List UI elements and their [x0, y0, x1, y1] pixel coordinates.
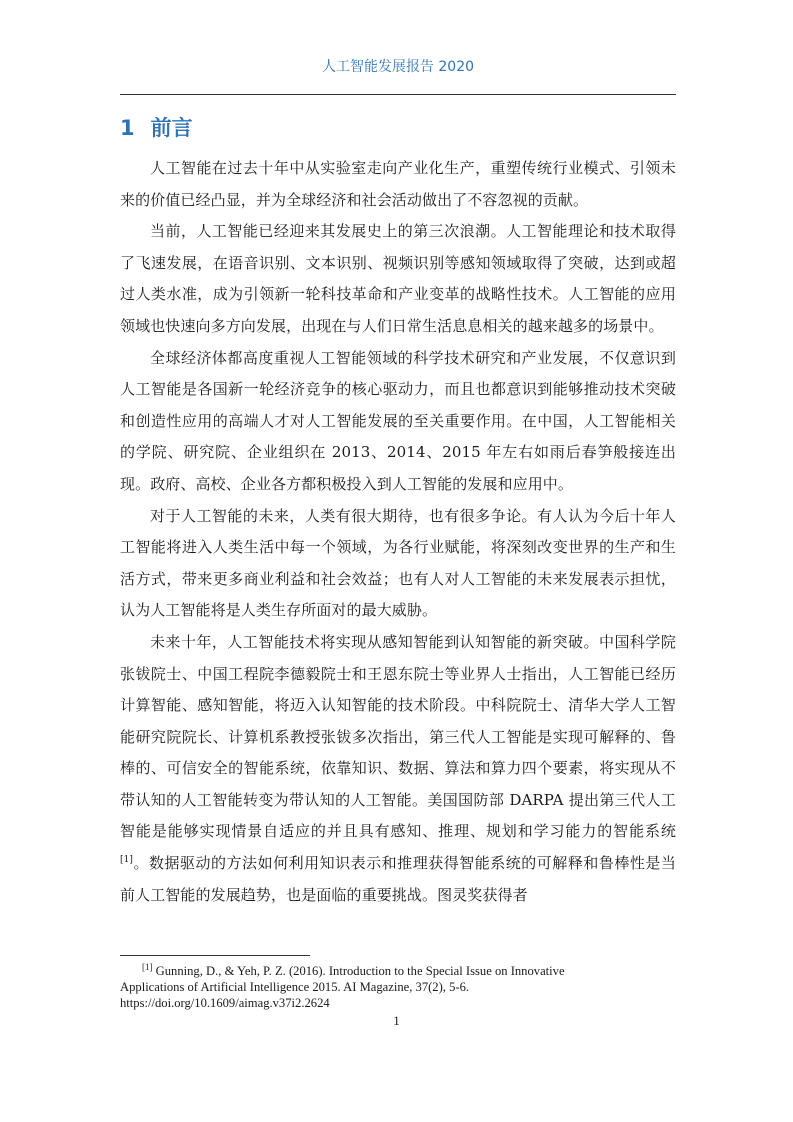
paragraph-text: 未来十年，人工智能技术将实现从感知智能到认知智能的新突破。中国科学院张钹院士、中国工程院李德毅院士和王恩东院士等业界人士指出，人工智能已经历计算智能、感知智能，将迈入认知智能的技术阶段。中科院院士、清华大学人工智能研究院院长、计算机系教授张钹多次指出，第三代人工智能是实现可解释的、鲁棒的、可信安全的智能系统，依靠知识、数据、算法和算力四个要素，将实现从不带认知的人工智能转变为带认知的人工智能。美国国防部 DARPA 提出第三代人工智能是能够实现情景自适应的并且具有感知、推理、规划和学习能力的智能系统: [120, 632, 676, 841]
citation-ref[interactable]: [1]: [120, 855, 134, 866]
footnote-link[interactable]: https://doi.org/10.1609/aimag.v37i2.2624: [120, 996, 330, 1010]
chapter-number: 1: [120, 116, 135, 140]
paragraph: 全球经济体都高度重视人工智能领域的科学技术研究和产业发展，不仅意识到人工智能是各国新一轮经济竞争的核心驱动力，而且也都意识到能够推动技术突破和创造性应用的高端人才对人工智能发展的至关重要作用。在中国，人工智能相关的学院、研究院、企业组织在 2013、2014、2015 年左右如雨后春笋般接连出现。政府、高校、企业各方都积极投入到人工智能的发展和应用中。: [120, 348, 676, 493]
footnote: [120, 963, 640, 1011]
paragraph: 当前，人工智能已经迎来其发展史上的第三次浪潮。人工智能理论和技术取得了飞速发展，在语音识别、文本识别、视频识别等感知领域取得了突破，达到或超过人类水准，成为引领新一轮科技革命和产业变革的战略性技术。人工智能的应用领域也快速向多方向发展，出现在与人们日常生活息息相关的越来越多的场景中。: [120, 222, 676, 335]
footnote-mark: [1]: [142, 961, 153, 972]
paragraph: 人工智能在过去十年中从实验室走向产业化生产，重塑传统行业模式、引领未来的价值已经凸显，并为全球经济和社会活动做出了不容忽视的贡献。: [120, 159, 676, 209]
running-header: 人工智能发展报告 2020: [321, 59, 475, 75]
footnote-line: [120, 963, 640, 979]
page-number: 1: [393, 1013, 400, 1028]
body-text: [120, 153, 676, 911]
chapter-title: 前言: [150, 116, 193, 140]
paragraph: 对于人工智能的未来，人类有很大期待，也有很多争论。有人认为今后十年人工智能将进入人类生活中每一个领域，为各行业赋能，将深刻改变世界的生产和生活方式，带来更多商业利益和社会效益；也有人对人工智能的未来发展表示担忧，认为人工智能将是人类生存所面对的最大威胁。: [120, 506, 676, 620]
footnote-text: Gunning, D., & Yeh, P. Z. (2016). Introduction to the Special Issue on Innovative: [152, 964, 565, 978]
paragraph-text: 。数据驱动的方法如何利用知识表示和推理获得智能系统的可解释和鲁棒性是当前人工智能的发展趋势，也是面临的重要挑战。图灵奖获得者: [120, 854, 676, 904]
paragraph: [120, 627, 676, 911]
footnote-divider: [120, 955, 310, 956]
chapter-heading: [120, 112, 193, 142]
footnote-line: Applications of Artificial Intelligence 2015. AI Magazine, 37(2), 5-6.: [120, 980, 470, 994]
header-divider: [120, 94, 676, 95]
